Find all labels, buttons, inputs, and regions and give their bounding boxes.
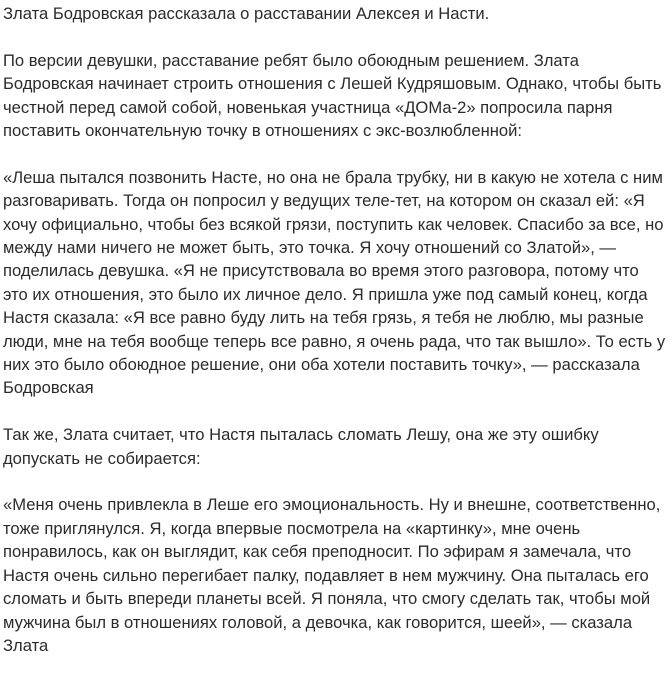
article-paragraph-intro: По версии девушки, расставание ребят было обоюдным решением. Злата Бодровская начинает строить отношения с Лешей Кудряшовым. Однако, чтобы быть честной перед самой собой, новенькая участница «ДОМа-2» попросила парня поставить окончательную точку в отношениях с экс-возлюбленной:	[3, 50, 662, 141]
article-paragraph-quote-1: «Леша пытался позвонить Насте, но она не брала трубку, ни в какую не хотела с ним разговаривать. Тогда он попросил у ведущих теле-тет, на котором он сказал ей: «Я хочу официально, чтобы без всякой грязи, поступить как человек. Спасибо за все, но между нами ничего не может быть, это точка. Я хочу отношений со Златой», — поделилась девушка. «Я не присутствовала во время этого разговора, потому что это их отношения, это было их личное дело. Я пришла уже под самый конец, когда Настя сказала: «Я все равно буду лить на тебя грязь, я тебя не люблю, мы разные люди, мне на тебя вообще теперь все равно, я очень рада, что так вышло». То есть у них это было обоюдное решение, они оба хотели поставить точку», — рассказала Бодровская	[3, 167, 666, 398]
article-paragraph-quote-2: «Меня очень привлекла в Леше его эмоциональность. Ну и внешне, соответственно, тоже приглянулся. Я, когда впервые посмотрела на «картинку», мне очень понравилось, как он выглядит, как себя преподносит. По эфирам я замечала, что Настя очень сильно перегибает палку, подавляет в нем мужчину. Она пыталась его сломать и быть впереди планеты всей. Я поняла, что смогу сделать так, чтобы мой мужчина был в отношениях головой, а девочка, как говорится, шеей», — сказала Злата	[3, 495, 661, 655]
paragraph-gap	[3, 470, 667, 493]
paragraph-gap	[3, 142, 667, 165]
paragraph-gap	[3, 25, 667, 48]
article-paragraph-transition: Так же, Злата считает, что Настя пыталась сломать Лешу, она же эту ошибку допускать не собирается:	[3, 425, 599, 468]
paragraph-gap	[3, 400, 667, 423]
article-headline: Злата Бодровская рассказала о расставании Алексея и Насти.	[3, 4, 490, 23]
